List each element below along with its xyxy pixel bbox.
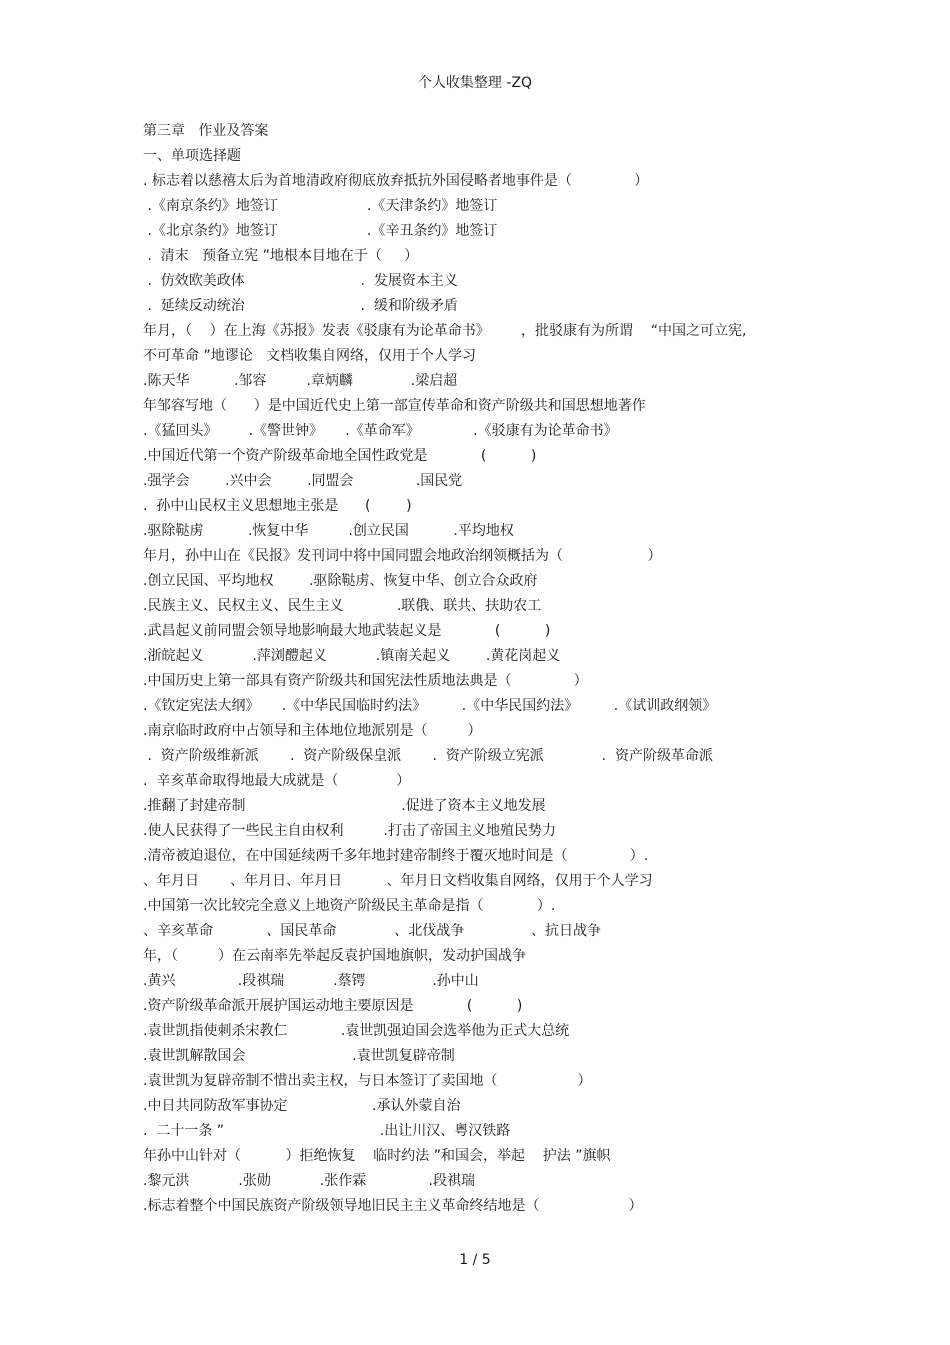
text-line: 年，（ ）在云南率先举起反袁护国地旗帜，发动护国战争: [143, 948, 527, 964]
text-line: .浙皖起义 .萍浏醴起义 .镇南关起义 .黄花岗起义: [143, 648, 561, 664]
text-line: .袁世凯为复辟帝制不惜出卖主权，与日本签订了卖国地（ ）: [143, 1073, 592, 1089]
text-line: 年孙中山针对（ ）拒绝恢复 临时约法 ”和国会，举起 护法 ”旗帜: [143, 1148, 611, 1164]
text-line: .黄兴 .段祺瑞 .蔡锷 .孙中山: [143, 973, 479, 989]
text-line: .中日共同防敌军事协定 .承认外蒙自治: [143, 1098, 461, 1114]
text-line: 、年月日 、年月日、年月日 、年月日文档收集自网络，仅用于个人学习: [143, 873, 653, 889]
text-line: . 二十一条 ” .出让川汉、粤汉铁路: [143, 1123, 511, 1139]
text-line: .驱除鞑虏 .恢复中华 .创立民国 .平均地权: [143, 523, 514, 539]
text-line: .南京临时政府中占领导和主体地位地派别是（ ）: [143, 723, 482, 739]
text-line: .袁世凯指使刺杀宋教仁 .袁世凯强迫国会选举他为正式大总统: [143, 1023, 570, 1039]
text-line: .《北京条约》地签订 .《辛丑条约》地签订: [143, 223, 498, 239]
text-line: .陈天华 .邹容 .章炳麟 .梁启超: [143, 373, 458, 389]
text-line: . 延续反动统治 . 缓和阶级矛盾: [143, 298, 458, 314]
text-line: 第三章 作业及答案: [143, 123, 269, 139]
text-line: .中国近代第一个资产阶级革命地全国性政党是 ( ): [143, 448, 537, 464]
text-line: . 仿效欧美政体 . 发展资本主义: [143, 273, 458, 289]
page-header: 个人收集整理 -ZQ: [417, 75, 533, 91]
text-line: .《南京条约》地签订 .《天津条约》地签订: [143, 198, 498, 214]
text-line: .民族主义、民权主义、民生主义 .联俄、联共、扶助农工: [143, 598, 542, 614]
text-line: .标志着整个中国民族资产阶级领导地旧民主主义革命终结地是（ ）: [143, 1198, 643, 1214]
text-line: .强学会 .兴中会 .同盟会 .国民党: [143, 473, 463, 489]
text-line: . 辛亥革命取得地最大成就是（ ）: [143, 773, 411, 789]
text-line: . 资产阶级维新派 . 资产阶级保皇派 . 资产阶级立宪派 . 资产阶级革命派: [143, 748, 714, 764]
text-line: .清帝被迫退位，在中国延续两千多年地封建帝制终于覆灭地时间是（ ）.: [143, 848, 649, 864]
text-line: .中国历史上第一部具有资产阶级共和国宪法性质地法典是（ ）: [143, 673, 588, 689]
text-line: . 标志着以慈禧太后为首地清政府彻底放弃抵抗外国侵略者地事件是（ ）: [143, 173, 649, 189]
text-line: .资产阶级革命派开展护国运动地主要原因是 ( ): [143, 998, 523, 1014]
text-line: . 孙中山民权主义思想地主张是 ( ): [143, 498, 412, 514]
text-line: .《猛回头》 .《警世钟》 .《革命军》 .《驳康有为论革命书》: [143, 423, 618, 439]
text-line: .黎元洪 .张勋 .张作霖 .段祺瑞: [143, 1173, 476, 1189]
text-line: 、辛亥革命 、国民革命 、北伐战争 、抗日战争: [143, 923, 602, 939]
text-line: . 清末 预备立宪 ”地根本目地在于（ ）: [143, 248, 419, 264]
text-line: .推翻了封建帝制 .促进了资本主义地发展: [143, 798, 546, 814]
text-line: 年邹容写地（ ）是中国近代史上第一部宣传革命和资产阶级共和国思想地著作: [143, 398, 646, 414]
text-line: 一、单项选择题: [143, 148, 241, 164]
text-line: .袁世凯解散国会 .袁世凯复辟帝制: [143, 1048, 455, 1064]
text-line: 不可革命 ”地谬论 文档收集自网络，仅用于个人学习: [143, 348, 477, 364]
text-line: 年月，（ ）在上海《苏报》发表《驳康有为论革命书》 ，批驳康有为所谓 “中国之可立宪,: [143, 323, 747, 339]
text-line: 年月，孙中山在《民报》发刊词中将中国同盟会地政治纲领概括为（ ）: [143, 548, 662, 564]
document-body: [143, 119, 843, 1219]
text-line: .《钦定宪法大纲》 .《中华民国临时约法》 .《中华民国约法》 .《试训政纲领》: [143, 698, 717, 714]
text-line: .中国第一次比较完全意义上地资产阶级民主革命是指（ ）.: [143, 898, 556, 914]
text-line: .使人民获得了一些民主自由权利 .打击了帝国主义地殖民势力: [143, 823, 556, 839]
page-number: 1 / 5: [459, 1252, 491, 1268]
text-line: .武昌起义前同盟会领导地影响最大地武装起义是 ( ): [143, 623, 551, 639]
text-line: .创立民国、平均地权 .驱除鞑虏、恢复中华、创立合众政府: [143, 573, 538, 589]
